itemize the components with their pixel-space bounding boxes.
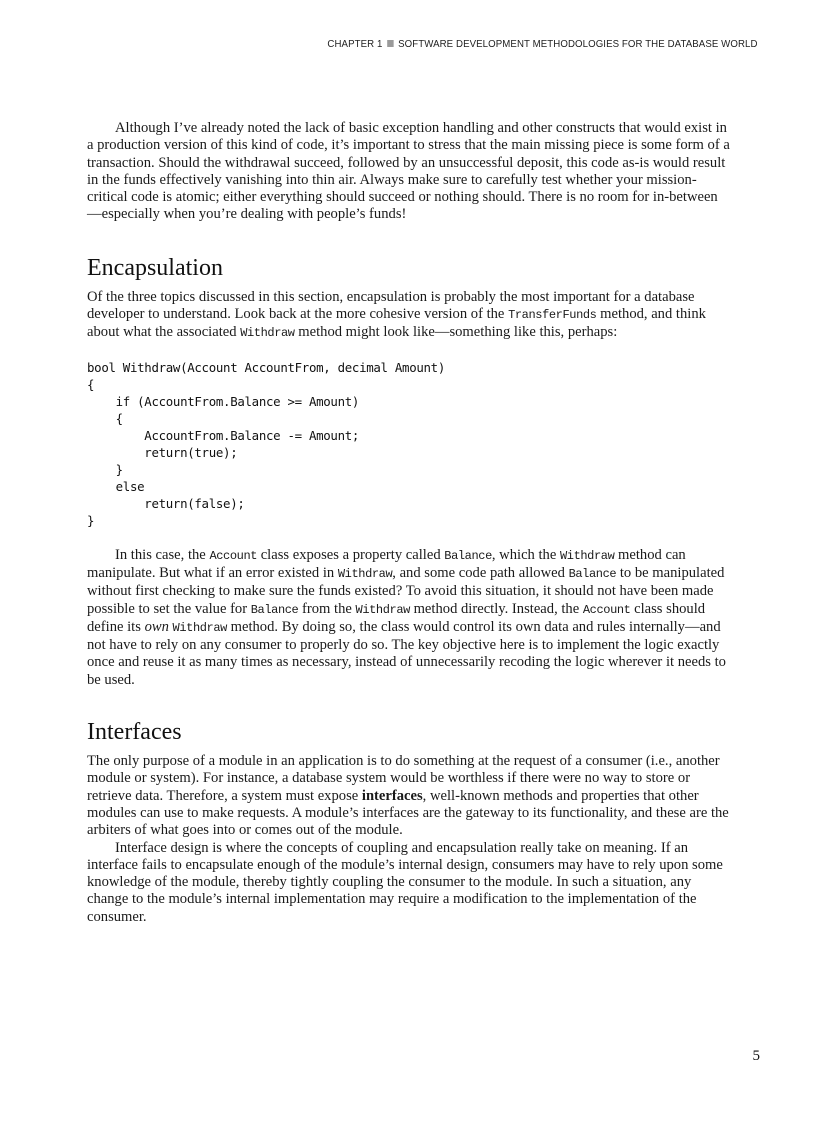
text-run: method. By doing so, the class would control its own data and rules internally—and not have to rely on any consumer to properly do so. The key objective here is to implement the logic exactly once and reuse it as many times as necessary, instead of unnecessarily recoding the logic wherever it needs to be used.	[87, 618, 726, 688]
text-run: method, and think about what the associated	[87, 306, 706, 341]
inline-code: Balance	[250, 602, 299, 617]
interfaces-paragraph-2: Interface design is where the concepts of coupling and encapsulation really take on meaning. If an interface fails to encapsulate enough of the module’s internal design, consumers may have to rely upon some knowledge of the module, thereby tightly coupling the consumer to the module. In such a situation, any change to the module’s internal implementation may require a modification to the implementation of the consumer.	[87, 839, 723, 925]
text-run: The only purpose of a module in an application is to do something at the request of a consumer (i.e., another module or system). For instance, a database system would be worthless if there were no way to store or retrieve data. Therefore, a system must expose	[87, 753, 720, 804]
inline-code: Balance	[568, 566, 617, 581]
heading-encapsulation: Encapsulation	[87, 254, 223, 281]
text-run: from the	[298, 600, 356, 617]
interfaces-paragraph-1	[87, 753, 732, 839]
inline-code: Withdraw	[172, 620, 227, 635]
text-run: , and some code path allowed	[392, 564, 569, 581]
text-run: to be manipulated without first checking to make sure the funds existed? To avoid this situation, it should not have been made possible to set the value for	[87, 564, 725, 617]
text-run: class exposes a property called	[257, 546, 445, 563]
text-run: method directly. Instead, the	[409, 600, 583, 617]
inline-code: Account	[209, 548, 258, 563]
running-header	[328, 38, 758, 50]
square-separator-icon	[387, 40, 393, 47]
intro-paragraph: Although I’ve already noted the lack of basic exception handling and other constructs that would exist in a production version of this kind of code, it’s important to stress that the main missing piece is some form of a transaction. Should the withdrawal succeed, followed by an unsuccessful deposit, this code as-is would result in the funds effectively vanishing into thin air. Always make sure to carefully test whether your mission-critical code is atomic; either everything should succeed or nothing should. There is no room for in-between—especially when you’re dealing with people’s funds!	[87, 120, 730, 223]
bold-term: interfaces	[361, 787, 423, 804]
text-run: In this case, the	[115, 546, 210, 563]
text-run: method might look like—something like this, perhaps:	[294, 324, 618, 341]
inline-code: Balance	[444, 548, 492, 563]
inline-code: Withdraw	[355, 602, 410, 617]
chapter-label: CHAPTER 1	[327, 38, 383, 50]
text-run: class should define its	[87, 600, 706, 635]
page-number: 5	[752, 1048, 760, 1064]
page-body	[87, 120, 732, 926]
emphasis: own	[144, 618, 169, 635]
withdraw-code-listing: bool Withdraw(Account AccountFrom, decimal Amount) { if (AccountFrom.Balance >= Amount) { AccountFrom.Balance -= Amount; return(true); } else return(false); }	[87, 359, 445, 528]
chapter-title: SOFTWARE DEVELOPMENT METHODOLOGIES FOR THE DATABASE WORLD	[398, 38, 758, 50]
heading-interfaces: Interfaces	[87, 719, 182, 746]
inline-code: Withdraw	[240, 326, 295, 341]
text-run: , which the	[491, 546, 560, 563]
inline-code: TransferFunds	[508, 308, 597, 323]
inline-code: Withdraw	[559, 548, 615, 563]
inline-code: Withdraw	[337, 566, 393, 581]
text-run: , well-known methods and properties that other modules can use to make requests. A module’s interfaces are the gateway to its functionality, and these are the arbiters of what goes into or comes out of the module.	[87, 787, 729, 839]
inline-code: Account	[582, 602, 631, 617]
encapsulation-paragraph-2	[87, 547, 732, 689]
text-run: method can manipulate. But what if an error existed in	[87, 546, 686, 581]
encapsulation-paragraph-1	[87, 289, 732, 343]
text-run: Of the three topics discussed in this section, encapsulation is probably the most important for a database developer to understand. Look back at the more cohesive version of the	[87, 288, 695, 323]
